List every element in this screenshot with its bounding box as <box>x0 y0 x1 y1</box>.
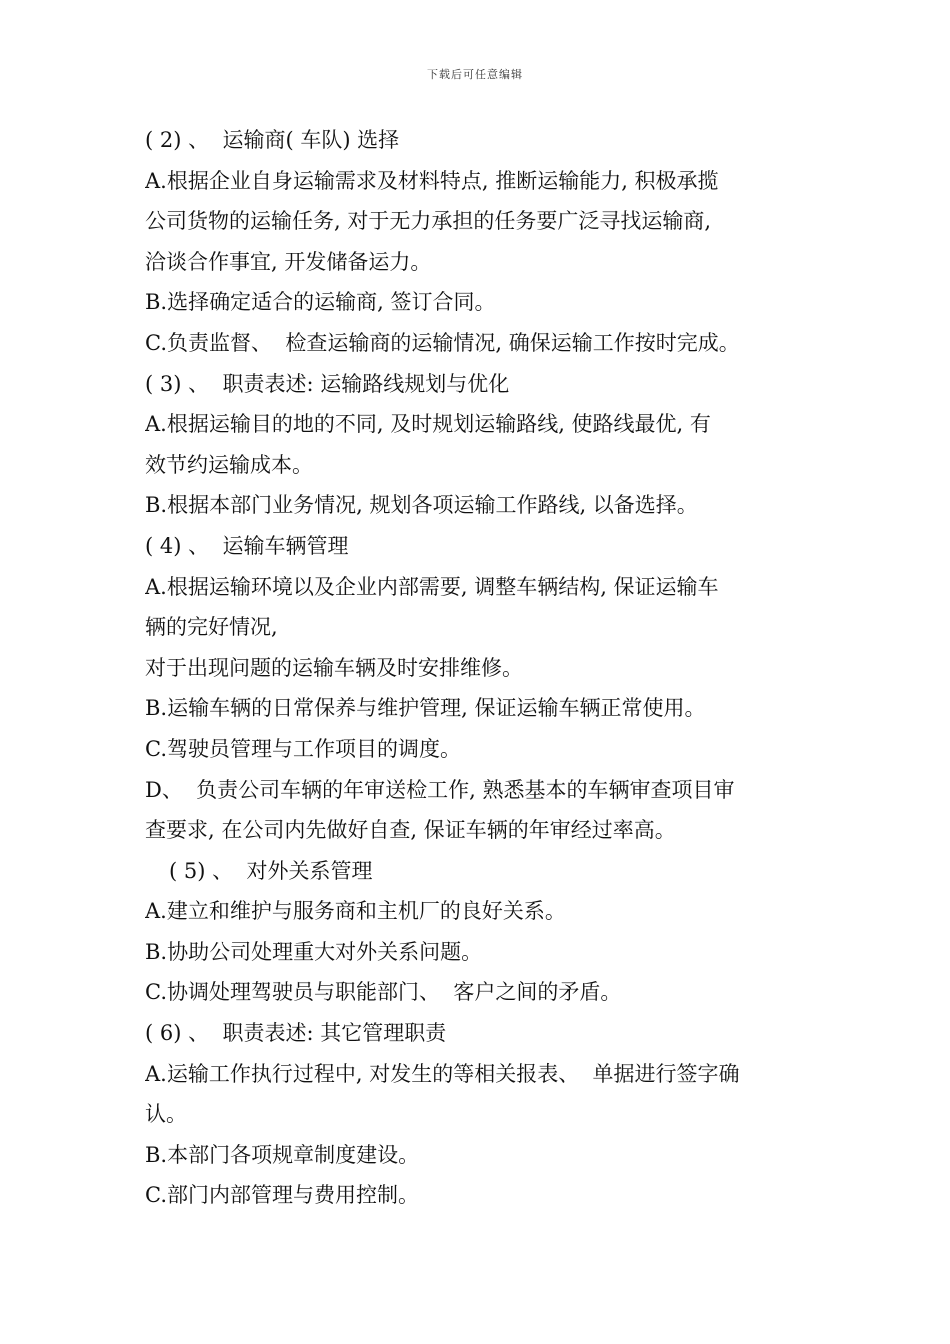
section-heading-4: ( 4) 、 运输车辆管理 <box>145 533 349 558</box>
paragraph-line: 辆的完好情况, <box>145 615 278 640</box>
paragraph-line: 对于出现问题的运输车辆及时安排维修。 <box>145 655 523 680</box>
paragraph-line: B.运输车辆的日常保养与维护管理, 保证运输车辆正常使用。 <box>145 696 706 721</box>
paragraph-line: C.驾驶员管理与工作项目的调度。 <box>145 736 461 761</box>
paragraph-line: B.本部门各项规章制度建设。 <box>145 1142 420 1167</box>
section-heading-5: ( 5) 、 对外关系管理 <box>169 858 373 883</box>
page-header: 下载后可任意编辑 <box>427 68 523 81</box>
document-body <box>145 120 810 1216</box>
paragraph-line: C.协调处理驾驶员与职能部门、 客户之间的矛盾。 <box>145 980 622 1005</box>
paragraph-line: 认。 <box>145 1102 187 1127</box>
section-heading-2: ( 2) 、 运输商( 车队) 选择 <box>145 128 400 152</box>
paragraph-line: B.选择确定适合的运输商, 签订合同。 <box>145 290 496 315</box>
paragraph-line: C.部门内部管理与费用控制。 <box>145 1183 419 1208</box>
paragraph-line: A.建立和维护与服务商和主机厂的良好关系。 <box>145 899 566 924</box>
paragraph-line: A.运输工作执行过程中, 对发生的等相关报表、 单据进行签字确 <box>145 1061 740 1086</box>
paragraph-line: C.负责监督、 检查运输商的运输情况, 确保运输工作按时完成。 <box>145 330 740 355</box>
section-heading-6: ( 6) 、 职责表述: 其它管理职责 <box>145 1021 447 1046</box>
paragraph-line: 洽谈合作事宜, 开发储备运力。 <box>145 249 432 274</box>
paragraph-line: A.根据运输环境以及企业内部需要, 调整车辆结构, 保证运输车 <box>145 574 719 599</box>
paragraph-line: B.根据本部门业务情况, 规划各项运输工作路线, 以备选择。 <box>145 493 698 518</box>
paragraph-line: 效节约运输成本。 <box>145 452 313 477</box>
paragraph-line: 查要求, 在公司内先做好自查, 保证车辆的年审经过率高。 <box>145 818 676 843</box>
section-heading-3: ( 3) 、 职责表述: 运输路线规划与优化 <box>145 371 510 396</box>
paragraph-line: D、 负责公司车辆的年审送检工作, 熟悉基本的车辆审查项目审 <box>145 777 735 802</box>
paragraph-line: B.协助公司处理重大对外关系问题。 <box>145 939 483 964</box>
paragraph-line: A.根据企业自身运输需求及材料特点, 推断运输能力, 积极承揽 <box>145 168 719 193</box>
paragraph-line: 公司货物的运输任务, 对于无力承担的任务要广泛寻找运输商, <box>145 209 712 234</box>
paragraph-line: A.根据运输目的地的不同, 及时规划运输路线, 使路线最优, 有 <box>145 412 711 437</box>
